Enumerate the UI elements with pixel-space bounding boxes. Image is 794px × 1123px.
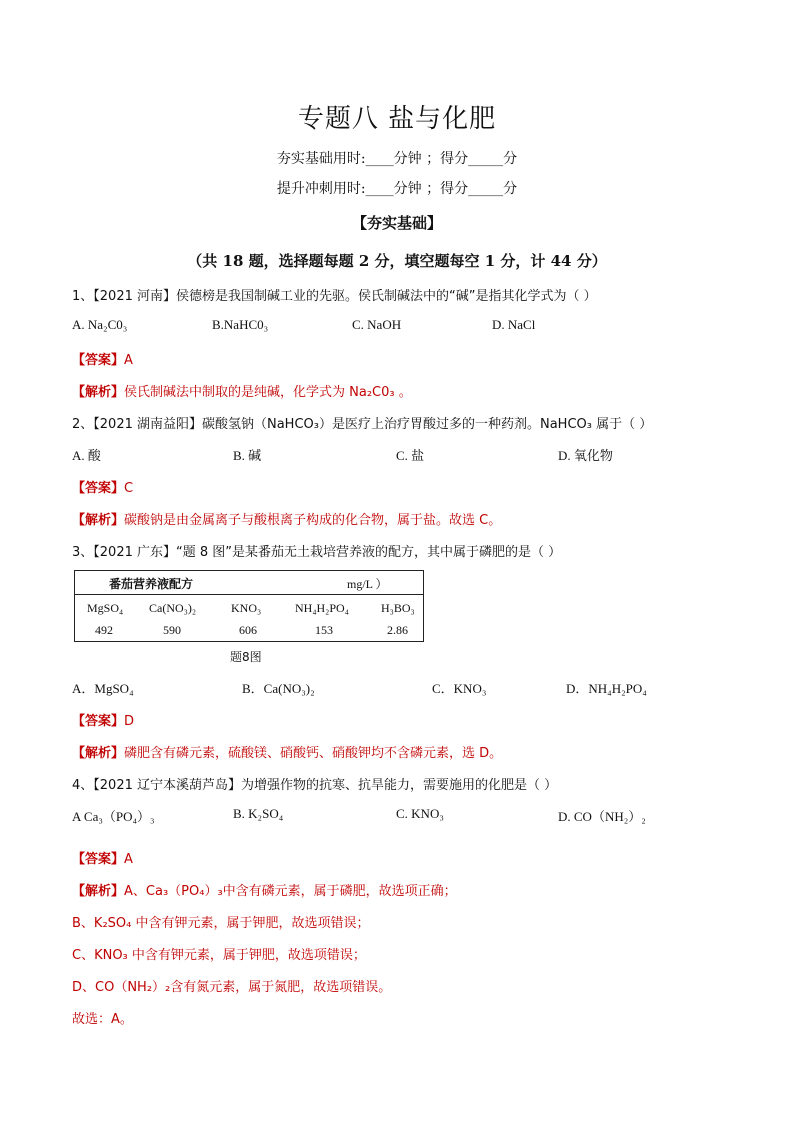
answer-value: D [124, 714, 135, 729]
table-cell: 2.86 [387, 623, 408, 637]
answer-value: C [124, 481, 134, 496]
q2-stem: 2、【2021 湖南益阳】碳酸氢钠（NaHCO₃）是医疗上治疗胃酸过多的一种药剂。NaHCO₃ 属于（ ） [72, 417, 653, 432]
q1-option-a: A. Na₂C0₃ [72, 317, 128, 332]
q2-option-b: B. 碱 [233, 448, 262, 463]
q2-option-a: A. 酸 [72, 448, 101, 463]
q3-stem: 3、【2021 广东】“题 8 图”是某番茄无土栽培营养液的配方，其中属于磷肥的是（ ） [72, 545, 562, 560]
q2-answer [72, 477, 133, 496]
q3-answer [72, 710, 134, 729]
q4-option-c: C. KNO₃ [396, 806, 444, 821]
explain-tag: 【解析】 [72, 884, 125, 899]
q3-explanation [72, 742, 502, 761]
explain-tag: 【解析】 [72, 513, 125, 528]
explain-tag: 【解析】 [72, 385, 125, 400]
q1-stem: 1、【2021 河南】侯德榜是我国制碱工业的先驱。侯氏制碱法中的“碱”是指其化学式为（ ） [72, 289, 597, 304]
q3-option-b: B．Ca(NO₃)₂ [242, 681, 315, 696]
explain-tag: 【解析】 [72, 746, 125, 761]
q1-explanation [72, 381, 412, 400]
table-caption: 题8图 [230, 650, 262, 664]
q3-option-a: A．MgSO₄ [72, 681, 134, 696]
explain-text: 磷肥含有磷元素，硫酸镁、硝酸钙、硝酸钾均不含磷元素，选 D。 [124, 746, 503, 761]
q4-explanation [72, 880, 457, 899]
table-divider [75, 594, 423, 595]
q2-option-d: D. 氧化物 [558, 448, 613, 463]
explain-text: A、Ca₃（PO₄）₃中含有磷元素，属于磷肥，故选项正确； [124, 884, 457, 899]
q4-stem: 4、【2021 辽宁本溪葫芦岛】为增强作物的抗寒、抗旱能力，需要施用的化肥是（ ） [72, 778, 558, 793]
table-cell: 153 [315, 623, 333, 637]
q1-option-d: D. NaCl [492, 317, 536, 332]
answer-value: A [124, 852, 133, 867]
table-col-header: KNO₃ [231, 601, 262, 615]
q3-option-c: C．KNO₃ [432, 681, 487, 696]
q4-conclusion: 故选：A。 [72, 1012, 133, 1027]
q4-answer [72, 848, 133, 867]
nutrient-table [74, 570, 424, 642]
q4-option-a: A Ca₃（PO₄）₃ [72, 809, 155, 824]
page-title: 专题八 盐与化肥 [297, 104, 497, 134]
explain-text: 碳酸钠是由金属离子与酸根离子构成的化合物，属于盐。故选 C。 [124, 513, 502, 528]
q4-option-d: D. CO（NH₂）₂ [558, 809, 646, 824]
table-col-header: NH₄H₂PO₄ [295, 601, 349, 615]
q2-explanation [72, 509, 501, 528]
q2-option-c: C. 盐 [396, 448, 425, 463]
timer-advance: 提升冲刺用时:____分钟 ；得分_____分 [276, 181, 518, 197]
table-cell: 492 [95, 623, 113, 637]
q3-option-d: D．NH₄H₂PO₄ [566, 681, 647, 696]
answer-value: A [124, 353, 133, 368]
table-cell: 606 [239, 623, 257, 637]
q1-option-c: C. NaOH [352, 317, 402, 332]
section-info: （共 18 题，选择题每题 2 分，填空题每空 1 分，计 44 分） [187, 252, 607, 270]
table-col-header: Ca(NO₃)₂ [149, 601, 197, 615]
section-heading: 【夯实基础】 [351, 214, 442, 232]
answer-tag: 【答案】 [72, 852, 125, 867]
answer-tag: 【答案】 [72, 353, 125, 368]
q1-option-b: B.NaHC0₃ [212, 317, 269, 332]
timer-basic: 夯实基础用时:____分钟 ；得分_____分 [276, 151, 518, 167]
q1-answer [72, 349, 133, 368]
q4-explain-line-d: D、CO（NH₂）₂含有氮元素，属于氮肥，故选项错误。 [72, 980, 392, 995]
explain-text: 侯氏制碱法中制取的是纯碱，化学式为 Na₂C0₃ 。 [124, 385, 412, 400]
q4-option-b: B. K₂SO₄ [233, 806, 284, 821]
table-title: 番茄营养液配方 [109, 577, 194, 591]
answer-tag: 【答案】 [72, 481, 125, 496]
table-cell: 590 [163, 623, 181, 637]
table-unit: mg/L ） [347, 577, 388, 591]
answer-tag: 【答案】 [72, 714, 125, 729]
q4-explain-line-c: C、KNO₃ 中含有钾元素，属于钾肥，故选项错误； [72, 948, 366, 963]
table-col-header: H₃BO₃ [381, 601, 415, 615]
q4-explain-line-b: B、K₂SO₄ 中含有钾元素，属于钾肥，故选项错误； [72, 916, 370, 931]
table-col-header: MgSO₄ [87, 601, 124, 615]
